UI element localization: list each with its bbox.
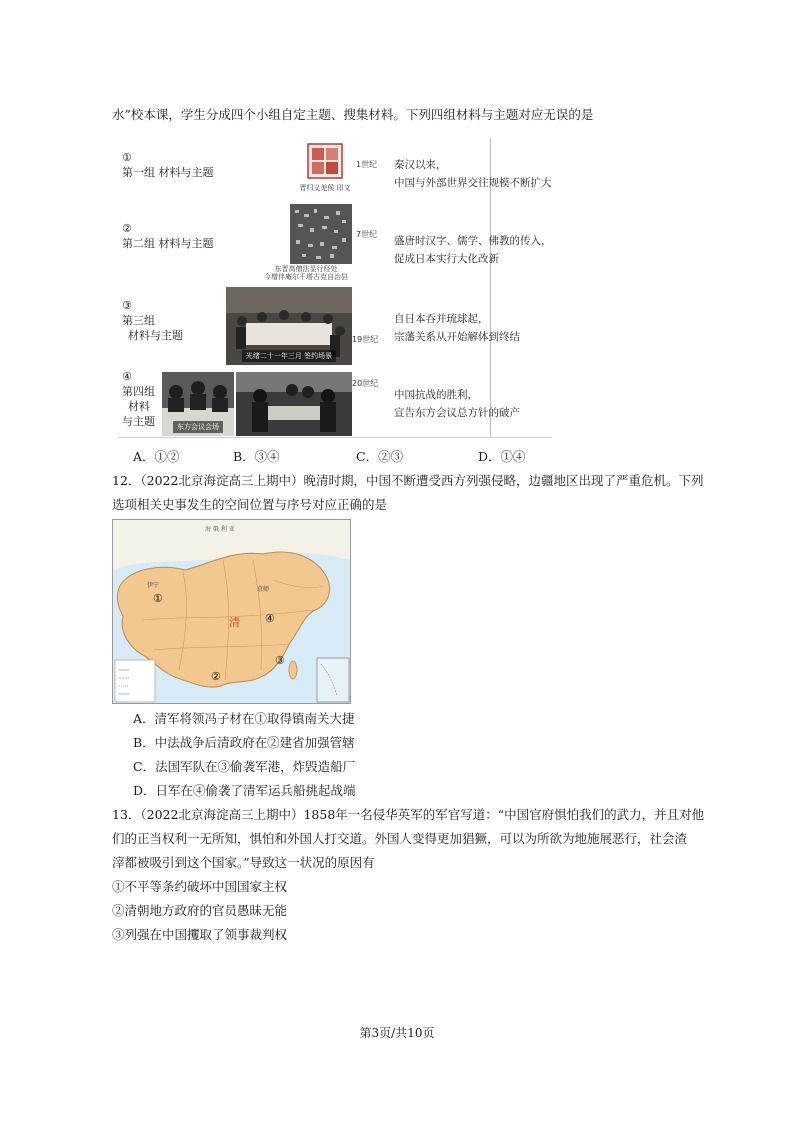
- map-marker-1: ①: [153, 592, 163, 605]
- map-label-jingshi: 京师: [257, 586, 270, 593]
- group-3-number: ③: [122, 299, 132, 312]
- group-4-century: 20世纪: [352, 379, 379, 388]
- group-4-title-line-3: 与主题: [122, 415, 155, 428]
- figure-baseline: [118, 437, 552, 438]
- page-footer: 第3页/共10页: [359, 1026, 435, 1040]
- q11-option-a: A．①②: [133, 449, 180, 464]
- map-marker-2: ②: [211, 670, 221, 683]
- group-2-desc-line-1: 盛唐时汉字、儒学、佛教的传入，: [394, 235, 552, 247]
- q11-option-c: C．②③: [356, 449, 404, 464]
- group-1-desc-line-2: 中国与外部世界交往规模不断扩大: [394, 177, 552, 189]
- group-2-caption-line-2: 今增伴庵尔千塔古克自治县: [264, 273, 348, 281]
- map-graphic: [113, 520, 350, 703]
- group-1-label: [122, 150, 214, 180]
- group-3-desc-line-2: 宗藩关系从开始解体到终结: [394, 331, 520, 343]
- intro-line: 水”校本课，学生分成四个小组自定主题、搜集材料。下列四组材料与主题对应无误的是: [112, 107, 594, 122]
- q13-item-3: ③列强在中国攫取了领事裁判权: [112, 927, 288, 942]
- group-3-desc: [394, 310, 520, 346]
- group-4-title-line-1: 第四组: [122, 385, 155, 398]
- group-4-desc-line-1: 中国抗战的胜利，: [394, 389, 478, 401]
- eastern-conference-photo: [162, 372, 234, 436]
- group-2-title: 第二组 材料与主题: [122, 237, 214, 250]
- q13-stem-line-2: 们的正当权利一无所知，惧怕和外国人打交道。外国人变得更加猖獗，可以为所欲为地施展恶行，社会渣: [112, 831, 688, 846]
- group-4-title-line-2: 材料: [128, 400, 150, 413]
- q12-stem-line-1: 12．（2022北京海淀高三上期中）晚清时期，中国不断遭受西方列强侵略，边疆地区出现了严重危机。下列: [112, 473, 704, 488]
- group-3-title-line-1: 第三组: [122, 314, 155, 327]
- group-4-desc-line-2: 宣告东方会议总方针的破产: [394, 407, 520, 419]
- q12-option-d: D．日军在④偷袭了清军运兵船挑起战端: [133, 783, 356, 798]
- rubbing-texture-icon: [290, 204, 352, 264]
- group-4-caption: 东方会议会场: [173, 421, 223, 433]
- group-4-desc: [394, 386, 520, 422]
- group-1-title: 第一组 材料与主题: [122, 166, 214, 179]
- q13-item-2: ②清朝地方政府的官员愚昧无能: [112, 903, 288, 918]
- q11-option-d: D．①④: [478, 449, 526, 464]
- q12-option-a: A．清军将领冯子材在①取得镇南关大捷: [133, 711, 355, 726]
- group-1-desc-line-1: 秦汉以来，: [394, 159, 447, 171]
- surrender-ceremony-photo: [236, 372, 352, 436]
- map-marker-3: ③: [275, 654, 285, 667]
- materials-figure: [118, 138, 552, 440]
- group-2-caption-line-1: 东晋高僧法显行经处: [274, 265, 338, 273]
- group-3-title-line-2: 材料与主题: [128, 329, 183, 342]
- q11-option-b: B．③④: [233, 449, 280, 464]
- group-3-label: [122, 298, 183, 343]
- group-1-century: 1世纪: [356, 160, 378, 169]
- group-1-number: ①: [122, 151, 132, 164]
- qing-map: [112, 519, 351, 704]
- map-label-qing: 清: [229, 616, 240, 629]
- q13-item-1: ①不平等条约破坏中国国家主权: [112, 879, 288, 894]
- group-1-desc: [394, 156, 552, 192]
- map-marker-4: ④: [265, 612, 275, 625]
- q12-option-b: B．中法战争后清政府在②建省加强管辖: [133, 735, 355, 750]
- group-3-desc-line-1: 自日本吞并琉球起，: [394, 313, 489, 325]
- group-2-desc-line-2: 促成日本实行大化改新: [394, 253, 499, 265]
- group-4-label: [122, 369, 155, 429]
- group-2-century: 7世纪: [356, 230, 378, 239]
- seal-icon: [302, 142, 348, 186]
- surrender-scene-icon: [236, 372, 352, 436]
- signing-scene-photo: [226, 287, 352, 365]
- map-label-yining: 伊宁: [147, 582, 160, 589]
- q13-stem-line-1: 13．（2022北京海淀高三上期中）1858年一名侵华英军的军官写道：“中国官府惧怕我们的武力，并且对他: [112, 807, 705, 822]
- q13-stem-line-3: 滓都被吸引到这个国家。”导致这一状况的原因有: [112, 855, 375, 870]
- q12-stem-line-2: 选项相关史事发生的空间位置与序号对应正确的是: [112, 497, 388, 512]
- stele-rubbing-image: [290, 204, 352, 264]
- group-3-caption: 光绪二十一年三月 签约场景: [242, 350, 336, 362]
- group-1-caption: 晋归义羌侯 印文: [299, 184, 351, 192]
- group-2-label: [122, 221, 214, 251]
- map-label-north-sea: 海 俄 利 亚: [205, 526, 235, 533]
- q12-option-c: C．法国军队在③偷袭军港，炸毁造船厂: [133, 759, 356, 774]
- group-2-desc: [394, 232, 552, 268]
- group-2-caption: [258, 265, 354, 281]
- group-4-number: ④: [122, 370, 132, 383]
- seal-image: [302, 142, 348, 186]
- group-3-century: 19世纪: [352, 335, 379, 344]
- group-2-number: ②: [122, 222, 132, 235]
